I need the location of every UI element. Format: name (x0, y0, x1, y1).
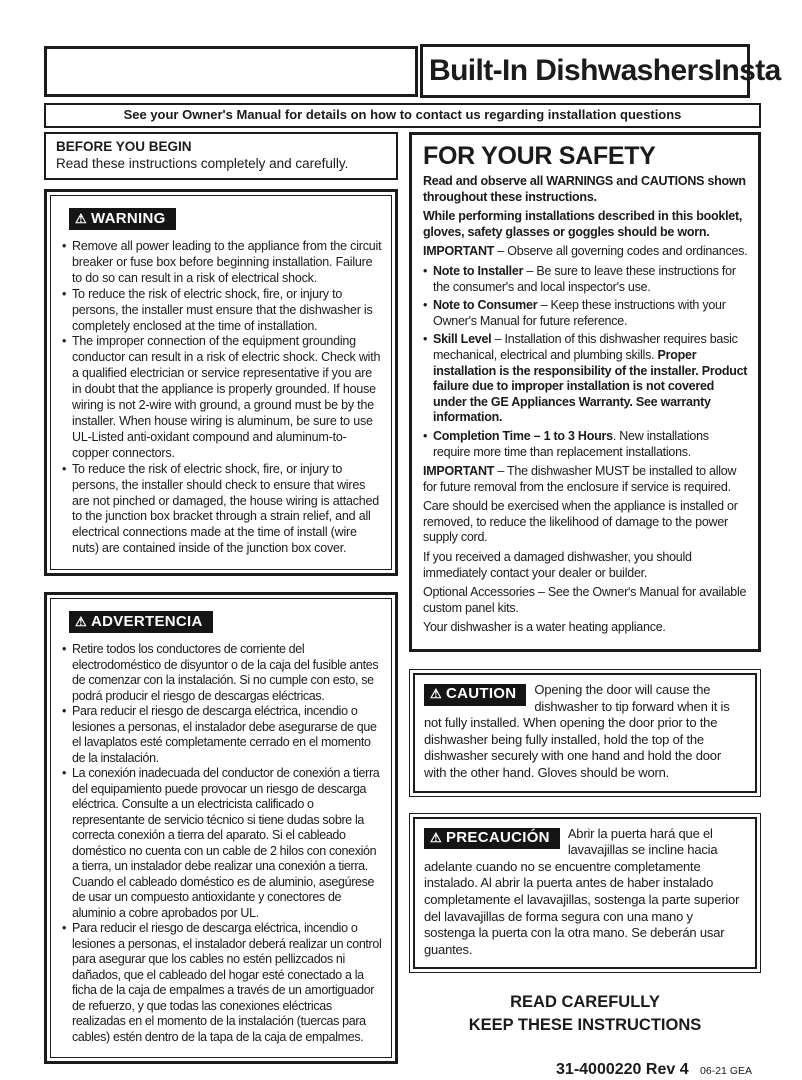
caution-box-english (409, 669, 761, 797)
for-your-safety-box (409, 132, 761, 652)
safety-important-note: IMPORTANT – Observe all governing codes and ordinances. (423, 244, 748, 259)
warning-triangle-icon: ⚠ (75, 614, 87, 630)
precaucion-label (424, 828, 560, 850)
warning-bullet: • To reduce the risk of electric shock, fire, or injury to persons, the installer must ensure that the dishwasher is completely enclosed at the time of installation. (61, 287, 383, 335)
safety-paragraph: Your dishwasher is a water heating appliance. (423, 620, 666, 635)
warning-box-english (44, 189, 398, 576)
advertencia-bullet: • Para reducir el riesgo de descarga eléctrica, incendio o lesiones a personas, el instalador debe asegurarse de que el lavaplatos esté completamente cerrado en el momento de la instalación. (61, 704, 383, 766)
warning-label-text: WARNING (90, 210, 166, 227)
warning-box-english-inner (50, 195, 392, 570)
for-your-safety-title: FOR YOUR SAFETY (423, 142, 656, 170)
safety-note-item: • Note to Consumer – Keep these instructions with your Owner's Manual for future reference. (423, 298, 749, 329)
warning-bullet-list (61, 239, 383, 557)
advertencia-label-text: ADVERTENCIA (90, 613, 203, 631)
warning-label (69, 208, 176, 230)
safety-note-item: • Skill Level – Installation of this dishwasher requires basic mechanical, electrical and plumbing skills. Proper installation is the responsibility of the installer. Product failure due to improper installation is not covered under the GE Appliances Warranty. See warranty information. (423, 332, 749, 426)
safety-important-note: IMPORTANT – The dishwasher MUST be installed to allow for future removal from the enclosure if service is required. (423, 464, 737, 494)
safety-note-list (423, 264, 749, 460)
safety-lead-paragraph: While performing installations described in this booklet, gloves, safety glasses or goggles should be worn. (423, 209, 743, 239)
owners-manual-note-text: See your Owner's Manual for details on how to contact us regarding installation questions (123, 107, 682, 122)
caution-body: Opening the door will cause the dishwasher to tip forward when it is not fully installed. When opening the door prior to the dishwasher being fully installed, hold the top of the dishwasher securely with one hand and hold the door with the other hand. Gloves should be worn. (424, 682, 730, 780)
warning-bullet: • To reduce the risk of electric shock, fire, or injury to persons, the installer should check to ensure that wires are not pinched or damaged, the house wiring is attached to the junction box bracket through a strain relief, and all electrical connections made at the time of install (wire nuts) are contained inside of the junction box cover. (61, 462, 383, 557)
read-carefully-line: READ CAREFULLY (510, 993, 660, 1012)
read-carefully-note (409, 991, 761, 1037)
warning-bullet: • The improper connection of the equipment grounding conductor can result in a risk of electric shock. Check with a qualified electrician or service representative if you are in doubt that the appliance is properly grounded. If house wiring is not 2-wire with ground, a ground must be by the installer. When house wiring is aluminum, be sure to use UL-Listed anti-oxidant compound and aluminum-to-copper connectors. (61, 334, 383, 461)
safety-paragraph: If you received a damaged dishwasher, you should immediately contact your dealer or builder. (423, 550, 692, 580)
page-title: Built-In DishwashersInsta (429, 54, 781, 87)
advertencia-bullet-list (61, 642, 383, 1045)
caution-label (424, 684, 526, 706)
owners-manual-note-bar (44, 103, 761, 128)
before-you-begin-box (44, 132, 398, 180)
safety-paragraph: Optional Accessories – See the Owner's Manual for available custom panel kits. (423, 585, 747, 615)
warning-triangle-icon: ⚠ (75, 211, 87, 226)
right-column (409, 132, 761, 1079)
advertencia-bullet: • Para reducir el riesgo de descarga eléctrica, incendio o lesiones a personas, el instalador deberá realizar un control para asegurar que los cables no estén pellizcados ni dañados, que el cableado del hogar esté conectado a la ficha de la caja de empalmes a través de un amortiguador de refuerzo, y que todas las conexiones eléctricas realizadas en el momento de la instalación (tuercas para cables) estén dentro de la tapa de la caja de empalmes. (61, 921, 383, 1045)
safety-note-item: • Completion Time – 1 to 3 Hours. New installations require more time than replacement installations. (423, 429, 749, 460)
caution-box-spanish-inner (413, 817, 757, 970)
safety-lead-paragraph: Read and observe all WARNINGS and CAUTIONS shown throughout these instructions. (423, 174, 746, 204)
part-number: 31-4000220 Rev 4 (556, 1061, 689, 1079)
warning-box-spanish-inner (50, 598, 392, 1058)
before-you-begin-heading: BEFORE YOU BEGIN (56, 139, 192, 154)
warning-bullet: • Remove all power leading to the appliance from the circuit breaker or fuse box before beginning installation. Failure to do so can result in a risk of electrical shock. (61, 239, 383, 287)
safety-paragraph: Care should be exercised when the appliance is installed or removed, to reduce the likelihood of damage to the power supply cord. (423, 499, 738, 545)
warning-triangle-icon: ⚠ (430, 829, 442, 845)
safety-note-item: • Note to Installer – Be sure to leave these instructions for the consumer's and local inspector's use. (423, 264, 749, 295)
keep-instructions-line: KEEP THESE INSTRUCTIONS (468, 1016, 702, 1035)
advertencia-bullet: • La conexión inadecuada del conductor de conexión a tierra del equipamiento puede provocar un riesgo de descarga eléctrica. Consulte a un electricista calificado o representante de servicio técnico si tiene dudas sobre la correcta conexión a tierra del aparato. Si el cableado doméstico no cuenta con un cable de 2 hilos con conexión a tierra, un instalador debe realizar una conexión a tierra. Cuando el cableado doméstico es de aluminio, asegúrese de usar un compuesto antioxidante y conectores de aluminio a cobre aprobados por UL. (61, 766, 383, 921)
document-footer (409, 1061, 761, 1079)
caution-box-spanish (409, 813, 761, 974)
header-logo-box (44, 46, 418, 97)
precaucion-body: Abrir la puerta hará que el lavavajillas se incline hacia adelante cuando no se encuentre completamente instalado. Al abrir la puerta antes de haber instalado completamente el lavavajillas, sostenga la parte superior del lavavajillas de forma segura con una mano y sostenga la puerta con la otra mano. Se deberán usar guantes. (424, 825, 740, 957)
header-title-box (420, 44, 781, 98)
advertencia-label (69, 611, 213, 633)
advertencia-bullet: • Retire todos los conductores de corriente del electrodoméstico de disyuntor o de la caja del fusible antes de comenzar con la instalación. Si no cumple con esto, se podrá producir el riesgo de descargas eléctricas. (61, 642, 383, 704)
caution-label-text: CAUTION (445, 685, 517, 703)
warning-box-spanish (44, 592, 398, 1064)
precaucion-label-text: PRECAUCIÓN (445, 828, 550, 846)
revision-code: 06-21 GEA (700, 1065, 752, 1078)
before-you-begin-body: Read these instructions completely and carefully. (56, 156, 349, 171)
warning-triangle-icon: ⚠ (430, 686, 442, 702)
left-column (44, 132, 398, 1080)
caution-box-english-inner (413, 673, 757, 793)
